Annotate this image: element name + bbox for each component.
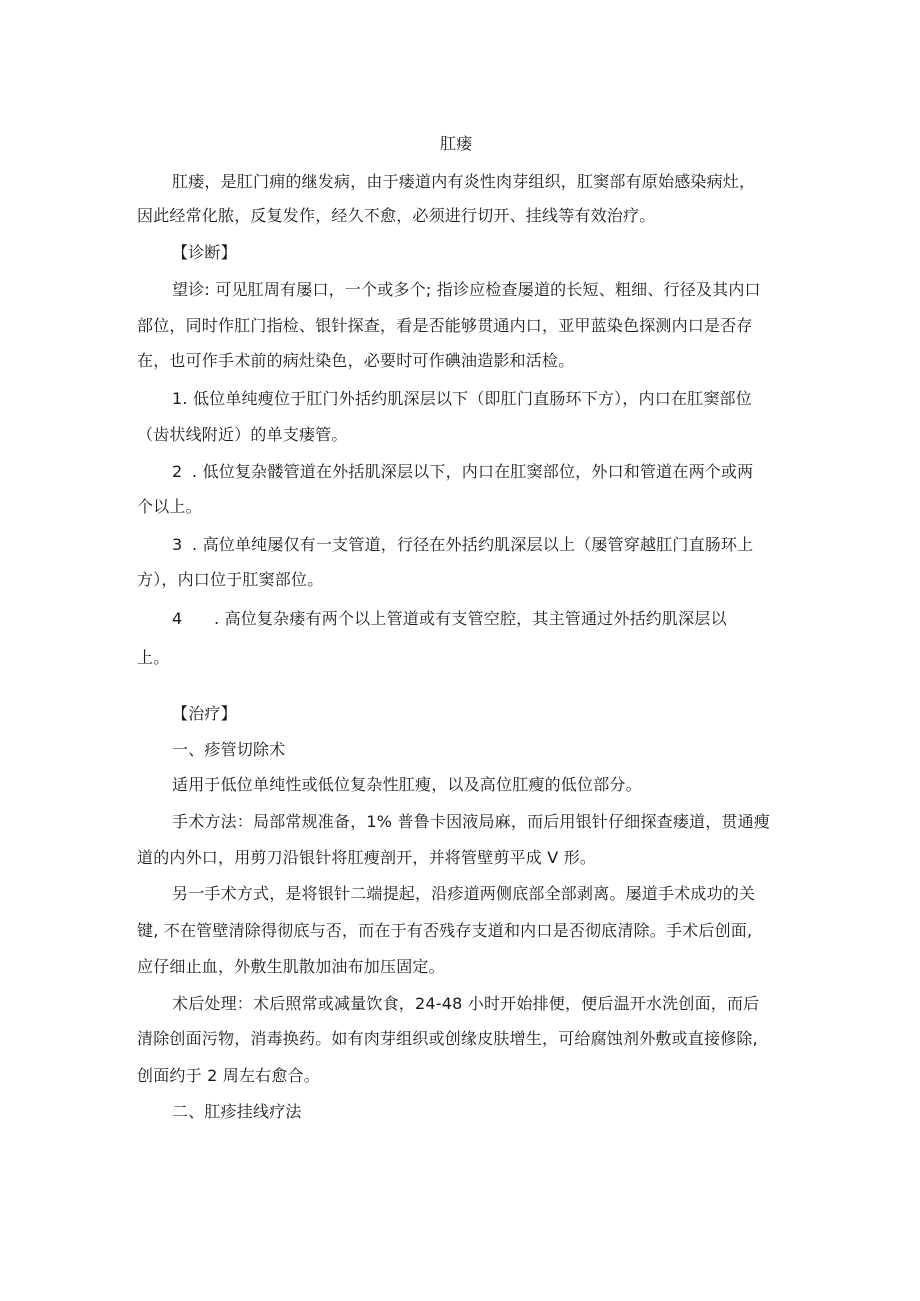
diagnosis-line-3: 在，也可作手术前的病灶染色，必要时可作碘油造影和活检。 — [137, 351, 575, 370]
diagnosis-item-3-line-2: 方），内口位于肛窦部位。 — [137, 570, 324, 589]
section-1-heading: 一、疹管切除术 — [172, 740, 286, 759]
diagnosis-item-3-line-1: . 高位单纯屡仅有一支管道，行径在外括约肌深层以上（屡管穿越肛门直肠环上 — [192, 535, 754, 554]
diagnosis-item-2-line-2: 个以上。 — [137, 497, 202, 516]
section-1-para-3-line-3: 应仔细止血，外敷生肌散加油布加压固定。 — [137, 957, 445, 976]
section-2-heading: 二、肛疹挂线疗法 — [172, 1102, 302, 1121]
section-1-para-4-line-3: 创面约于 2 周左右愈合。 — [137, 1066, 320, 1085]
intro-line-1: 肛瘘，是肛门痈的继发病，由于瘘道内有炎性肉芽组织，肛窦部有原始感染病灶， — [172, 172, 756, 191]
section-1-para-1: 适用于低位单纯性或低位复杂性肛瘦，以及高位肛瘦的低位部分。 — [172, 775, 642, 794]
diagnosis-item-1-line-1: 1. 低位单纯瘦位于肛门外括约肌深层以下（即肛门直肠环下方），内口在肛窦部位 — [172, 389, 752, 408]
diagnosis-item-2-number: 2 — [172, 462, 183, 481]
page-title: 肛瘘 — [440, 134, 473, 153]
diagnosis-item-1-line-2: （齿状线附近）的单支瘘管。 — [137, 425, 348, 444]
treatment-heading: 【治疗】 — [172, 704, 237, 723]
diagnosis-line-1: 望诊: 可见肛周有屡口，一个或多个; 指诊应检查屡道的长短、粗细、行径及其内口 — [172, 280, 761, 299]
diagnosis-item-4-line-1: . 高位复杂瘘有两个以上管道或有支管空腔，其主管通过外括约肌深层以 — [214, 609, 727, 628]
diagnosis-item-2-line-1: . 低位复杂髅管道在外括肌深层以下，内口在肛窦部位，外口和管道在两个或两 — [192, 462, 754, 481]
section-1-para-2-line-2: 道的内外口，用剪刀沿银针将肛瘦剖开，并将管壁剪平成 V 形。 — [137, 848, 597, 867]
diagnosis-heading: 【诊断】 — [172, 243, 237, 262]
section-1-para-2-line-1: 手术方法：局部常规准备，1% 普鲁卡因液局麻，而后用银针仔细探查瘘道，贯通瘦 — [172, 812, 771, 831]
section-1-para-3-line-2: 键, 不在管壁清除得彻底与否，而在于有否残存支道和内口是否彻底清除。手术后创面, — [137, 921, 753, 940]
diagnosis-item-3-number: 3 — [172, 535, 183, 554]
section-1-para-3-line-1: 另一手术方式，是将银针二端提起，沿疹道两侧底部全部剥离。屡道手术成功的关 — [172, 884, 756, 903]
diagnosis-line-2: 部位，同时作肛门指检、银针探查，看是否能够贯通内口，亚甲蓝染色探测内口是否存 — [137, 316, 753, 335]
diagnosis-item-4-number: 4 — [172, 609, 183, 628]
section-1-para-4-line-2: 清除创面污物，消毒换药。如有肉芽组织或创缘皮肤增生，可给腐蚀剂外敷或直接修除, — [137, 1029, 758, 1048]
intro-line-2: 因此经常化脓，反复发作，经久不愈，必须进行切开、挂线等有效治疗。 — [137, 206, 656, 225]
diagnosis-item-4-line-2: 上。 — [137, 648, 170, 667]
section-1-para-4-line-1: 术后处理：术后照常或减量饮食，24-48 小时开始排便，便后温开水洗创面，而后 — [172, 994, 760, 1013]
